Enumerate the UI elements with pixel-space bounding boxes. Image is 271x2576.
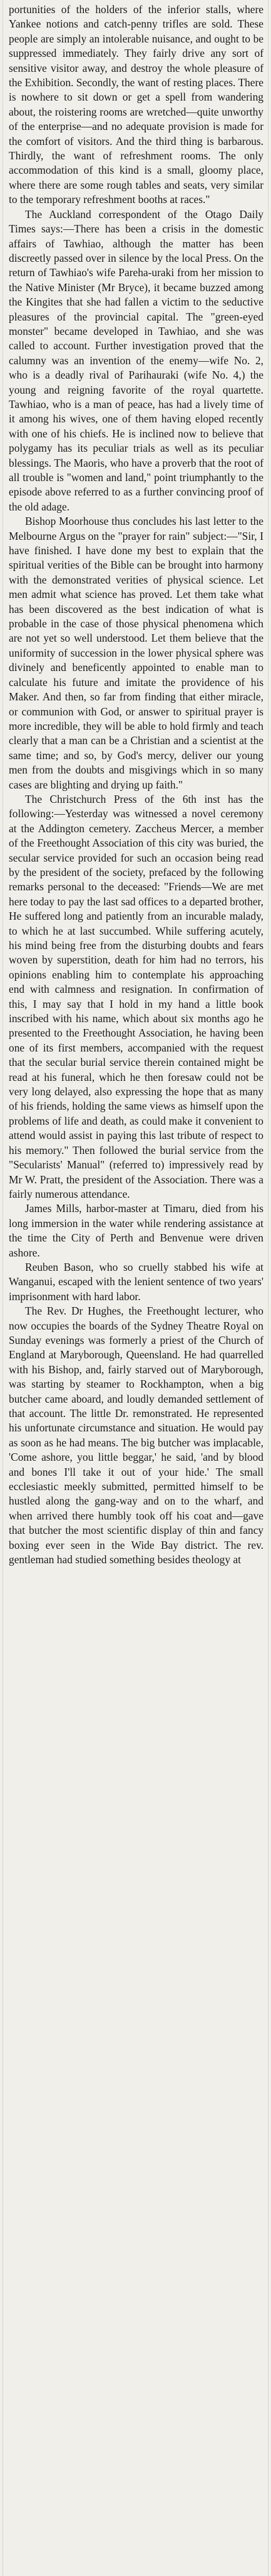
paragraph-christchurch-press: The Christchurch Press of the 6th inst has the following:—Yesterday was witnessed a novel ceremony at the Addington cemetery. Zaccheus Mercer, a member of the Freethought Association of this city was buried, the secular service provided for such an occasion being read by the president of the society, prefaced by the following remarks personal to the deceased: "Friends—We are met here today to pay the last sad offices to a departed brother, He suffered long and patiently from an incurable malady, to which he at last succumbed. While suffering acutely, his mind being free from the disturbing doubts and fears woven by superstition, death for him had no terrors, his opinions enabling him to contemplate his approaching end with calmness and resignation. In confirmation of this, I may say that I hold in my hand a little book inscribed with his name, which about six months ago he presented to the Freethought Association, he having been one of its first members, accompanied with the request that the secular burial service therein contained might be read at his funeral, which he then foresaw could not be very long delayed, also expressing the hope that as many of his friends, holding the same views as himself upon the problems of life and death, as could make it convenient to attend would assist in paying this last tribute of respect to his memory." Then followed the burial service from the "Secularists' Manual" (referred to) impressively read by Mr W. Pratt, the president of the Association. There was a fairly numerous attendance. — [9, 792, 263, 1200]
paragraph-tawhiao: The Auckland correspondent of the Otago Daily Times says:—There has been a crisis in the domestic affairs of Tawhiao, although the matter has been discreetly passed over in silence by the local Press. On the return of Tawhiao's wife Pareha-uraki from her mission to the Native Minister (Mr Bryce), it became buzzed among the Kingites that she had fallen a victim to the seductive pleasures of the provincial capital. The "green-eyed monster" became developed in Tawhiao, and she was called to account. Further investigation proved that the calumny was an invention of the enemy—wife No. 2, who is a deadly rival of Parihauraki (wife No. 4,) the young and reigning favorite of the royal quartette. Tawhiao, who is a man of peace, has had a lively time of it among his wives, one of them having eloped recently with one of his chiefs. He is inclined now to believe that polygamy has its peculiar trials as well as its peculiar blessings. The Maoris, who have a proverb that the root of all trouble is "women and land," point triumphantly to the episode above referred to as a further convincing proof of the old adage. — [9, 207, 263, 513]
paragraph-reuben-bason: Reuben Bason, who so cruelly stabbed his wife at Wanganui, escaped with the lenient sentence of two years' imprisonment with hard labor. — [9, 1260, 263, 1303]
paragraph-bishop-moorhouse: Bishop Moorhouse thus concludes his last letter to the Melbourne Argus on the "prayer for rain" subject:—"Sir, I have finished. I have done my best to explain that the spiritual verities of the Bible can be brought into harmony with the demonstrated verities of physical science. Let men admit what science has proved. Let them take what has been discovered as the best indication of what is probable in the case of those physical phenomena which are not yet so well understood. Let them believe that the uniformity of succession in the lower physical sphere was divinely and beneficently appointed to enable man to calculate his future and imitate the providence of his Maker. And then, so far from finding that either miracle, or communion with God, or answer to spiritual prayer is more incredible, they will be able to hold firmly and teach clearly that a man can be a Christian and a scientist at the same time; and so, by God's mercy, deliver our young men from the doubts and misgivings which in so many cases are blighting and drying up faith." — [9, 515, 263, 791]
paragraph-exhibition-continued: portunities of the holders of the inferior stalls, where Yankee notions and catch-penny trifles are sold. These people are simply an intolerable nuisance, and ought to be suppressed immediately. They fairly drive any sort of sensitive visitor away, and destroy the whole pleasure of the Exhibition. Secondly, the want of resting places. There is nowhere to sit down or get a spell from wandering about, the roistering rooms are wretched—quite unworthy of the enterprise—and no adequate provision is made for the comfort of visitors. And the third thing is barbarous. Thirdly, the want of refreshment rooms. The only accommodation of this kind is a small, gloomy place, where there are some rough tables and seats, very similar to the temporary refreshment booths at races." — [9, 3, 263, 206]
article-column — [9, 2, 263, 1567]
paragraph-dr-hughes: The Rev. Dr Hughes, the Freethought lecturer, who now occupies the boards of the Sydney Theatre Royal on Sunday evenings was formerly a priest of the Church of England at Maryborough, Queensland. He had quarrelled with his Bishop, and, fairly starved out of Maryborough, was starting by steamer to Rockhampton, when a big butcher came aboard, and loudly demanded settlement of that account. The little Dr. remonstrated. He represented his unfortunate circumstance and situation. He would pay as soon as he had means. The big butcher was implacable, 'Come ashore, you little beggar,' he said, 'and by blood and bones I'll take it out of your hide.' The small ecclesiastic meekly submitted, permitted himself to be hustled along the gang-way and on to the wharf, and when arrived there humbly took off his coat and—gave that butcher the most scientific display of thin and fancy boxing ever seen in the Wide Bay district. The rev. gentleman had studied something besides theology at — [9, 1305, 263, 1566]
paragraph-james-mills: James Mills, harbor-master at Timaru, died from his long immersion in the water while rendering assistance at the time the City of Perth and Benvenue were driven ashore. — [9, 1202, 263, 1259]
